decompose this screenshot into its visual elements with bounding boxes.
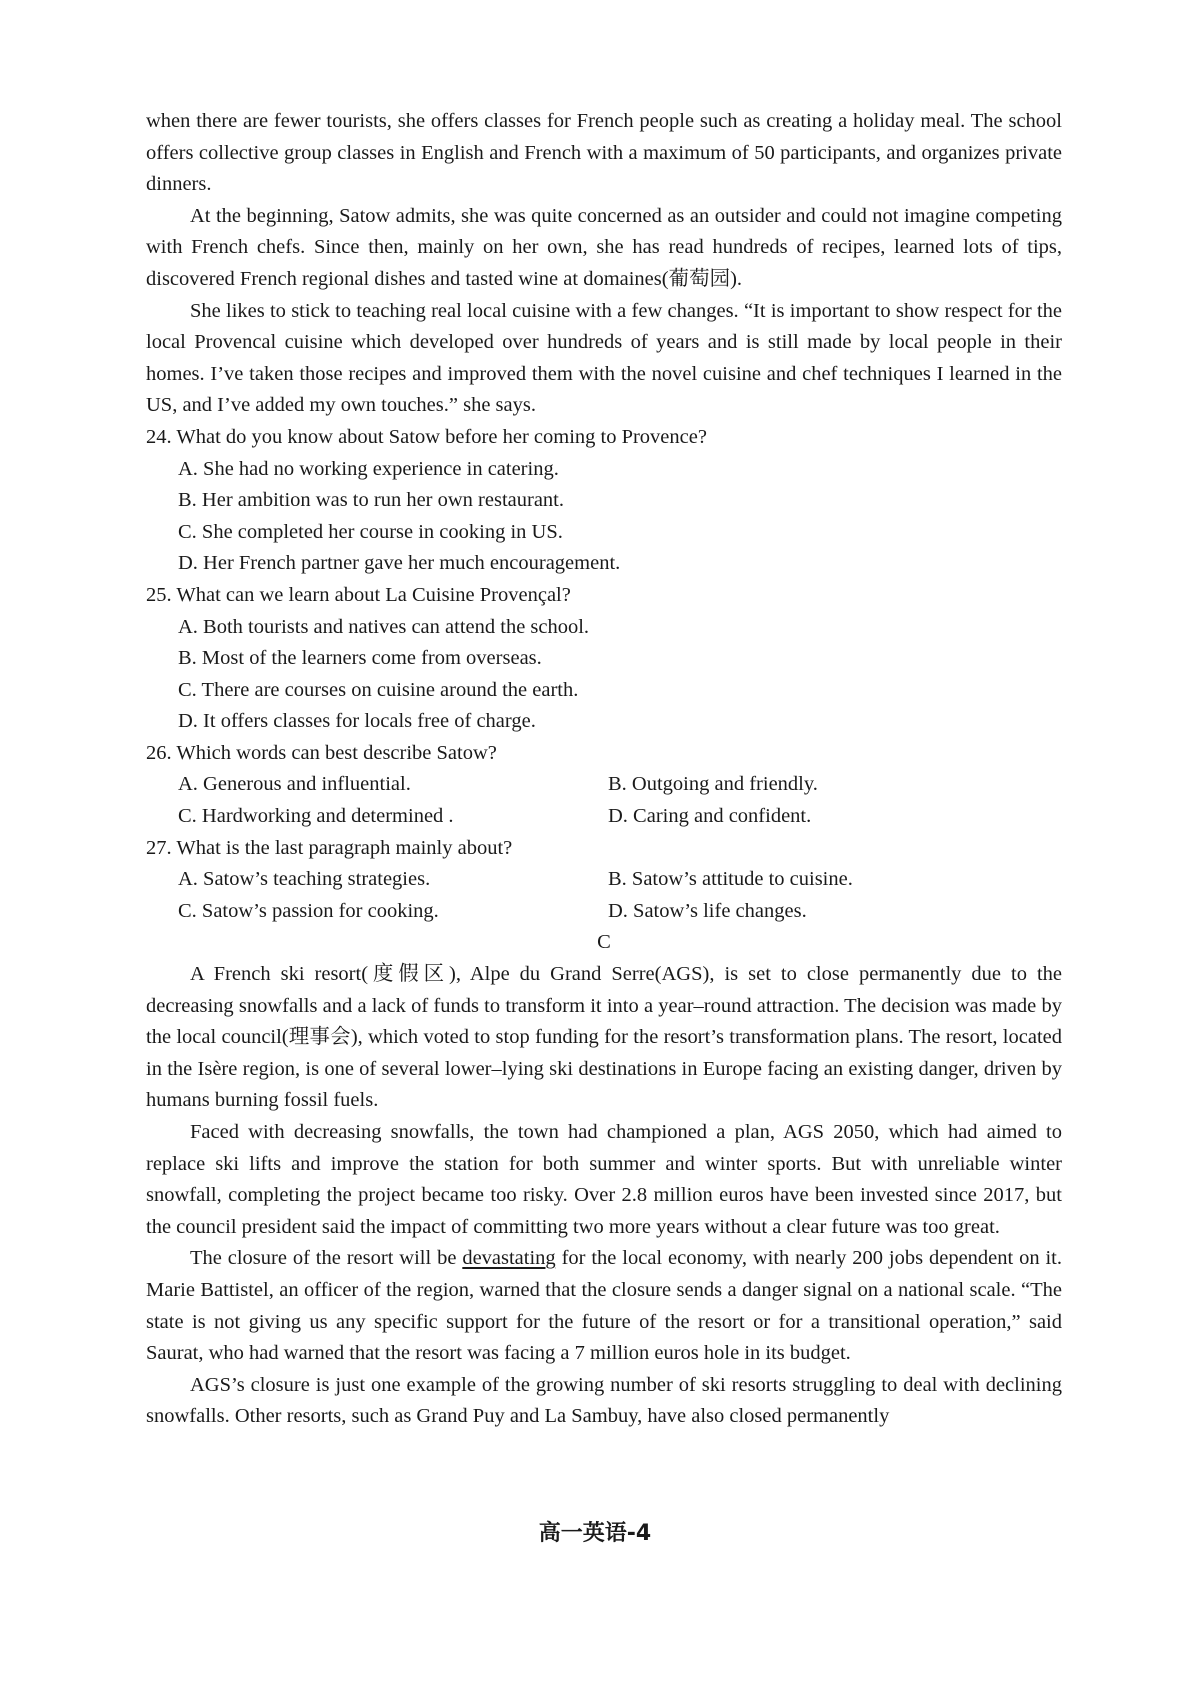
question-stem: 26. Which words can best describe Satow? bbox=[146, 741, 497, 764]
passage-c-paragraph-2: Faced with decreasing snowfalls, the town had championed a plan, AGS 2050, which had aimed to replace ski lifts and improve the station for both summer and winter sports. But with unreliable winter snowfall, completing the project became too risky. Over 2.8 million euros have been invested since 2017, but the council president said the impact of committing two more years without a clear future was too great. bbox=[146, 1121, 1062, 1238]
option-c: C. Satow’s passion for cooking. bbox=[178, 899, 439, 922]
question-stem: 27. What is the last paragraph mainly about? bbox=[146, 836, 513, 859]
question-24 bbox=[146, 422, 1062, 580]
option-a: A. She had no working experience in catering. bbox=[178, 457, 559, 480]
paragraph-text-after: for the local economy, with nearly 200 jobs dependent on it. Marie Battistel, an officer of the region, warned that the closure sends a danger signal on a national scale. “The state is not giving us any specific support for the future of the resort or for a transitional operation,” said Saurat, who had warned that the resort was facing a 7 million euros hole in its budget. bbox=[146, 1247, 1062, 1365]
option-d: D. It offers classes for locals free of charge. bbox=[178, 710, 536, 733]
option-c: C. She completed her course in cooking in US. bbox=[178, 520, 563, 543]
option-c: C. There are courses on cuisine around the earth. bbox=[178, 678, 579, 701]
option-a: A. Both tourists and natives can attend the school. bbox=[178, 615, 590, 638]
passage-c-paragraph-1: A French ski resort(度假区), Alpe du Grand Serre(AGS), is set to close permanently due to the decreasing snowfalls and a lack of funds to transform it into a year–round attraction. The decision was made by the local council(理事会), which voted to stop funding for the resort’s transformation plans. The resort, located in the Isère region, is one of several lower–lying ski destinations in Europe facing an existing danger, driven by humans burning fossil fuels. bbox=[146, 963, 1062, 1112]
passage-b-paragraph-3: She likes to stick to teaching real local cuisine with a few changes. “It is important to show respect for the local Provencal cuisine which developed over hundreds of years and is still made by local people in their homes. I’ve taken those recipes and improved them with the novel cuisine and chef techniques I learned in the US, and I’ve added my own touches.” she says. bbox=[146, 299, 1062, 417]
option-a: A. Satow’s teaching strategies. bbox=[178, 868, 431, 891]
option-b: B. Most of the learners come from overseas. bbox=[178, 647, 542, 670]
passage-c-paragraph-4: AGS’s closure is just one example of the growing number of ski resorts struggling to deal with declining snowfalls. Other resorts, such as Grand Puy and La Sambuy, have also closed permanently bbox=[146, 1373, 1062, 1428]
question-27 bbox=[146, 833, 1062, 928]
option-d: D. Her French partner gave her much encouragement. bbox=[178, 552, 621, 575]
option-b: B. Her ambition was to run her own restaurant. bbox=[178, 489, 564, 512]
option-a: A. Generous and influential. bbox=[178, 773, 411, 796]
passage-b-paragraph-2: At the beginning, Satow admits, she was quite concerned as an outsider and could not imagine competing with French chefs. Since then, mainly on her own, she has read hundreds of recipes, learned lots of tips, discovered French regional dishes and tasted wine at domaines(葡萄园). bbox=[146, 204, 1062, 290]
option-b: B. Satow’s attitude to cuisine. bbox=[608, 868, 853, 891]
question-stem: 25. What can we learn about La Cuisine Provençal? bbox=[146, 583, 571, 606]
option-c: C. Hardworking and determined . bbox=[178, 805, 454, 828]
option-b: B. Outgoing and friendly. bbox=[608, 773, 818, 796]
passage-c-paragraph-3 bbox=[146, 1243, 1062, 1369]
page-footer: 高一英语-4 bbox=[538, 1521, 652, 1546]
option-d: D. Satow’s life changes. bbox=[608, 899, 807, 922]
paragraph-text-before: The closure of the resort will be bbox=[190, 1247, 463, 1270]
section-heading: C bbox=[597, 931, 611, 954]
question-stem: 24. What do you know about Satow before her coming to Provence? bbox=[146, 425, 707, 448]
passage-b-paragraph-1: when there are fewer tourists, she offers classes for French people such as creating a holiday meal. The school offers collective group classes in English and French with a maximum of 50 participants, and organizes private dinners. bbox=[146, 110, 1062, 196]
question-25 bbox=[146, 580, 1062, 738]
underlined-word: devastating bbox=[462, 1247, 556, 1270]
question-26 bbox=[146, 738, 1062, 833]
option-d: D. Caring and confident. bbox=[608, 805, 812, 828]
